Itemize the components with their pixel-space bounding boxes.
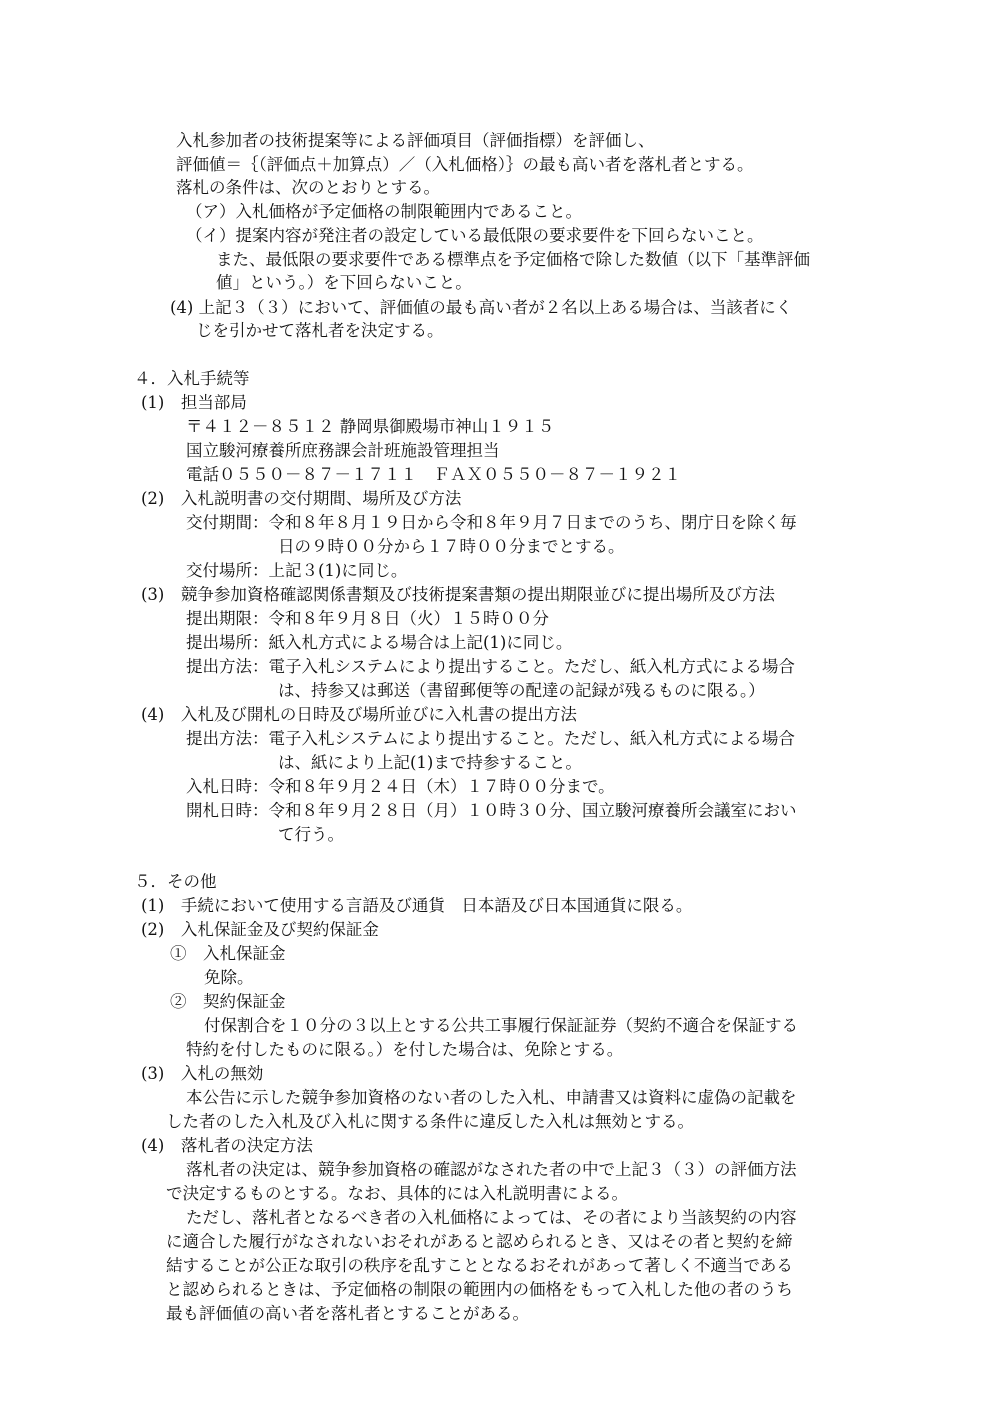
text-line: 提出期限：令和８年９月８日（火）１５時００分 xyxy=(186,609,549,628)
subsection-heading: (4) 入札及び開札の日時及び場所並びに入札書の提出方法 xyxy=(141,705,577,724)
text-line: じを引かせて落札者を決定する。 xyxy=(196,321,444,340)
text-line: (4) 上記３（３）において、評価値の最も高い者が２名以上ある場合は、当該者にく xyxy=(170,298,793,317)
text-line: また、最低限の要求要件である標準点を予定価格で除した数値（以下「基準評価 xyxy=(216,250,810,269)
text-line: 免除。 xyxy=(204,968,254,987)
text-line: 開札日時：令和８年９月２８日（月）１０時３０分、国立駿河療養所会議室におい xyxy=(186,801,797,820)
section-heading: ４．入札手続等 xyxy=(134,369,250,388)
text-line: 〒４１２－８５１２ 静岡県御殿場市神山１９１５ xyxy=(186,417,555,436)
text-line: ② 契約保証金 xyxy=(170,992,286,1011)
text-line: 値」という。）を下回らないこと。 xyxy=(216,273,472,292)
text-line: 落札の条件は、次のとおりとする。 xyxy=(176,178,440,197)
text-line: 結することが公正な取引の秩序を乱すこととなるおそれがあって著しく不適当である xyxy=(166,1256,793,1275)
text-line: 交付場所：上記３(1)に同じ。 xyxy=(186,561,408,580)
text-line: ① 入札保証金 xyxy=(170,944,286,963)
subsection-heading: (4) 落札者の決定方法 xyxy=(141,1136,313,1155)
text-line: に適合した履行がなされないおそれがあると認められるとき、又はその者と契約を締 xyxy=(166,1232,793,1251)
text-line: 日の９時００分から１７時００分までとする。 xyxy=(278,537,625,556)
text-line: 入札参加者の技術提案等による評価項目（評価指標）を評価し、 xyxy=(176,131,655,150)
subsection-heading: (1) 手続において使用する言語及び通貨 日本語及び日本国通貨に限る。 xyxy=(141,896,693,915)
text-line: 本公告に示した競争参加資格のない者のした入札、申請書又は資料に虚偽の記載を xyxy=(186,1088,797,1107)
subsection-heading: (2) 入札説明書の交付期間、場所及び方法 xyxy=(141,489,462,508)
text-line: 提出場所：紙入札方式による場合は上記(1)に同じ。 xyxy=(186,633,573,652)
subsection-heading: (3) 競争参加資格確認関係書類及び技術提案書類の提出期限並びに提出場所及び方法 xyxy=(141,585,775,604)
text-line: は、持参又は郵送（書留郵便等の配達の記録が残るものに限る。） xyxy=(278,681,765,700)
text-line: 入札日時：令和８年９月２４日（木）１７時００分まで。 xyxy=(186,777,615,796)
text-line: で決定するものとする。なお、具体的には入札説明書による。 xyxy=(166,1184,628,1203)
text-line: 電話０５５０－８７－１７１１ ＦＡＸ０５５０－８７－１９２１ xyxy=(186,465,681,484)
text-line: 評価値＝｛（評価点＋加算点）／（入札価格）｝の最も高い者を落札者とする。 xyxy=(176,155,754,174)
text-line: 提出方法：電子入札システムにより提出すること。ただし、紙入札方式による場合 xyxy=(186,657,795,676)
subsection-heading: (2) 入札保証金及び契約保証金 xyxy=(141,920,379,939)
text-line: （イ）提案内容が発注者の設定している最低限の要求要件を下回らないこと。 xyxy=(186,226,764,245)
text-line: は、紙により上記(1)まで持参すること。 xyxy=(278,753,582,772)
text-line: 最も評価値の高い者を落札者とすることがある。 xyxy=(166,1304,529,1323)
text-line: 落札者の決定は、競争参加資格の確認がなされた者の中で上記３（３）の評価方法 xyxy=(186,1160,797,1179)
text-line: 提出方法：電子入札システムにより提出すること。ただし、紙入札方式による場合 xyxy=(186,729,795,748)
subsection-heading: (3) 入札の無効 xyxy=(141,1064,264,1083)
text-line: 特約を付したものに限る。）を付した場合は、免除とする。 xyxy=(186,1040,624,1059)
text-line: 交付期間：令和８年８月１９日から令和８年９月７日までのうち、閉庁日を除く毎 xyxy=(186,513,797,532)
text-line: と認められるときは、予定価格の制限の範囲内の価格をもって入札した他の者のうち xyxy=(166,1280,793,1299)
subsection-heading: (1) 担当部局 xyxy=(141,393,247,412)
text-line: 国立駿河療養所庶務課会計班施設管理担当 xyxy=(186,441,500,460)
text-line: て行う。 xyxy=(278,825,344,844)
text-line: ただし、落札者となるべき者の入札価格によっては、その者により当該契約の内容 xyxy=(186,1208,797,1227)
section-heading: ５．その他 xyxy=(134,872,217,891)
text-line: （ア）入札価格が予定価格の制限範囲内であること。 xyxy=(186,202,582,221)
text-line: した者のした入札及び入札に関する条件に違反した入札は無効とする。 xyxy=(166,1112,694,1131)
text-line: 付保割合を１０分の３以上とする公共工事履行保証証券（契約不適合を保証する xyxy=(204,1016,798,1035)
